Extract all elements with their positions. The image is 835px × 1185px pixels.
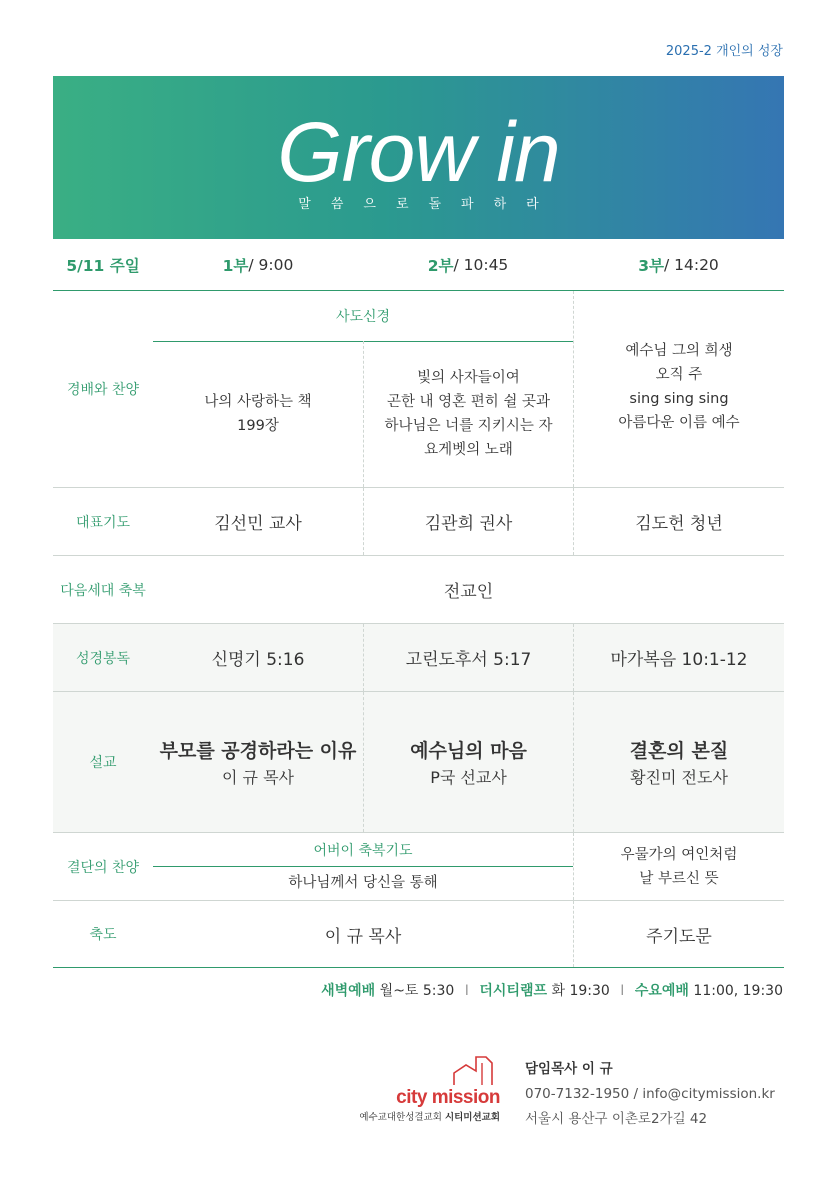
building-icon xyxy=(452,1055,500,1087)
sermon-service-3: 결혼의 본질 황진미 전도사 xyxy=(573,692,784,832)
citylamp-time: 화 19:30 xyxy=(551,983,610,999)
worship-service-1: 나의 사랑하는 책 199장 xyxy=(204,394,312,434)
apostles-creed: 사도신경 xyxy=(335,309,391,325)
blessing-row xyxy=(53,556,784,624)
blessing-label: 다음세대 축복 xyxy=(60,582,146,599)
worship-service-3: 예수님 그의 희생 오직 주 sing sing sing 아름다운 이름 예수 xyxy=(573,291,784,487)
sermon-service-1: 부모를 공경하라는 이유 이 규 목사 xyxy=(159,739,357,787)
sermon-row xyxy=(53,692,784,833)
reading-row xyxy=(53,624,784,692)
senior-pastor: 담임목사 이 규 xyxy=(525,1061,613,1077)
weekday-services: 새벽예배 월~토 5:30 I 더시티램프 화 19:30 I 수요예배 11:00, 19:30 xyxy=(321,983,783,999)
service-date: 5/11 주일 xyxy=(66,257,140,275)
prayer-service-1: 김선민 교사 xyxy=(214,514,302,534)
service-1-header xyxy=(153,240,363,290)
parents-blessing-prayer: 어버이 축복기도 xyxy=(313,842,413,859)
response-row xyxy=(53,833,784,901)
address: 서울시 용산구 이촌로2가길 42 xyxy=(525,1111,708,1127)
benediction-label: 축도 xyxy=(89,927,117,943)
service-table xyxy=(53,240,784,968)
dawn-service-time: 월~토 5:30 xyxy=(379,983,455,999)
service-1-time: / 9:00 xyxy=(248,256,294,274)
service-1-name: 1부 xyxy=(222,257,249,275)
sermon-service-2: 예수님의 마음 P국 선교사 xyxy=(363,692,573,832)
banner-title: Grow in xyxy=(277,105,560,199)
reading-service-3: 마가복음 10:1-12 xyxy=(573,624,784,691)
service-3-name: 3부 xyxy=(638,257,664,275)
response-service-1-2: 하나님께서 당신을 통해 xyxy=(288,875,438,891)
prayer-service-3: 김도헌 청년 xyxy=(573,488,784,555)
series-label: 2025-2 개인의 성장 xyxy=(665,44,783,59)
service-2-name: 2부 xyxy=(427,257,454,275)
wednesday-service-time: 11:00, 19:30 xyxy=(693,983,783,999)
prayer-label: 대표기도 xyxy=(75,514,131,531)
logo-text: city mission xyxy=(396,1087,500,1108)
church-contact xyxy=(525,1057,775,1132)
benediction-service-3: 주기도문 xyxy=(573,901,784,967)
table-header-row xyxy=(53,240,784,291)
reading-label: 성경봉독 xyxy=(75,650,131,667)
service-3-header xyxy=(573,240,784,290)
wednesday-service-label: 수요예배 xyxy=(634,983,689,999)
church-name: 시티미션교회 xyxy=(444,1112,500,1123)
reading-service-1: 신명기 5:16 xyxy=(211,650,305,670)
benediction-service-1-2: 이 규 목사 xyxy=(324,926,402,947)
contact-info: 070-7132-1950 / info@citymission.kr xyxy=(525,1086,775,1102)
title-banner xyxy=(53,76,784,239)
citylamp-label: 더시티램프 xyxy=(479,983,548,999)
sermon-label: 설교 xyxy=(89,755,117,771)
service-3-time: / 14:20 xyxy=(663,256,719,274)
blessing-value: 전교인 xyxy=(443,582,494,602)
prayer-service-2: 김관희 권사 xyxy=(363,488,573,555)
denomination: 예수교대한성결교회 xyxy=(359,1112,442,1123)
church-logo xyxy=(345,1055,500,1123)
dawn-service-label: 새벽예배 xyxy=(321,983,376,999)
service-2-header xyxy=(363,240,573,290)
response-label: 결단의 찬양 xyxy=(66,859,140,876)
worship-label: 경배와 찬양 xyxy=(66,382,140,398)
response-service-3: 우물가의 여인처럼 날 부르신 뜻 xyxy=(573,833,784,900)
worship-service-2: 빛의 사자들이여 곤한 내 영혼 편히 쉴 곳과 하나님은 너를 지키시는 자 요게벳의 노래 xyxy=(363,341,573,487)
worship-row xyxy=(53,291,784,488)
benediction-row xyxy=(53,901,784,968)
service-2-time: / 10:45 xyxy=(453,256,509,274)
prayer-row xyxy=(53,488,784,556)
reading-service-2: 고린도후서 5:17 xyxy=(363,624,573,691)
banner-subtitle: 말씀으로돌파하라 xyxy=(298,197,559,212)
